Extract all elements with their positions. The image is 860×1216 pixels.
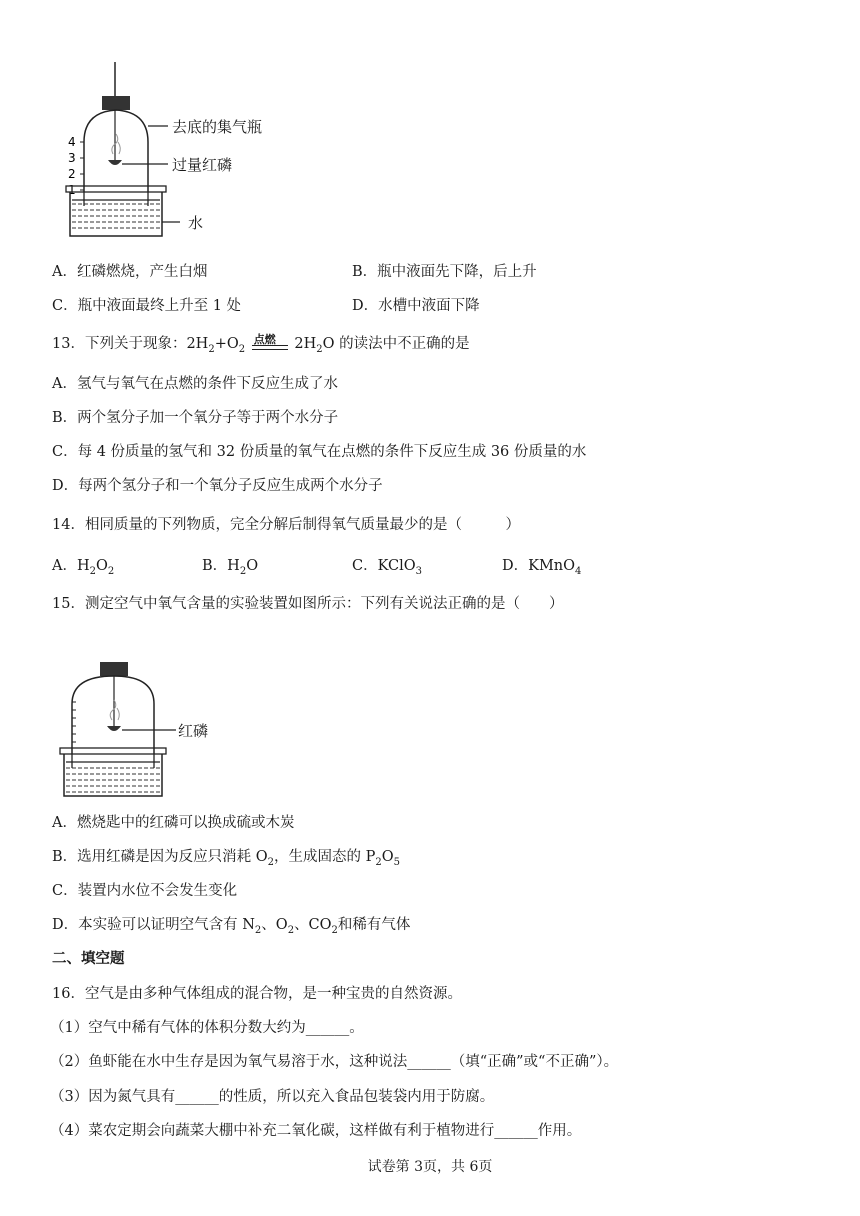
q15-d-post: 和稀有气体 bbox=[337, 917, 411, 933]
q15-d-sub1: 2 bbox=[254, 924, 262, 936]
label-bottomless-bottle: 去底的集气瓶 bbox=[172, 118, 263, 136]
q14-a-pre: A．H bbox=[52, 558, 90, 574]
q13-stem bbox=[52, 334, 470, 360]
q13-stem-part3: 2H bbox=[289, 336, 317, 352]
q16-part-3: （3）因为氮气具有______的性质，所以充入食品包装袋内用于防腐。 bbox=[50, 1089, 495, 1105]
label-red-phosphorus: 红磷 bbox=[178, 722, 209, 740]
q15-option-b bbox=[52, 847, 400, 873]
page-footer: 试卷第 3页，共 6页 bbox=[367, 1159, 493, 1175]
q15-d-sub3: 2 bbox=[331, 924, 338, 936]
label-excess-red-phosphorus: 过量红磷 bbox=[172, 156, 233, 174]
q15-b-sub3: 5 bbox=[393, 856, 401, 868]
q15-b-sub2: 2 bbox=[375, 856, 382, 868]
q14-d-pre: D．KMnO bbox=[502, 558, 576, 574]
q13-stem-part1: 13．下列关于现象：2H bbox=[52, 336, 209, 352]
q14-option-d bbox=[502, 556, 581, 582]
q16-stem: 16．空气是由多种气体组成的混合物，是一种宝贵的自然资源。 bbox=[52, 986, 462, 1002]
label-water: 水 bbox=[188, 214, 204, 232]
scale-1: 1 bbox=[68, 183, 76, 197]
q14-b-post: O bbox=[246, 558, 259, 574]
q12-option-d: D．水槽中液面下降 bbox=[352, 298, 480, 314]
q15-d-sub2: 2 bbox=[287, 924, 295, 936]
q15-d-mid2: 、CO bbox=[294, 917, 332, 933]
q13-option-b: B．两个氢分子加一个氧分子等于两个水分子 bbox=[52, 410, 339, 426]
q13-sub-3: 2 bbox=[316, 343, 323, 355]
q12-option-c: C．瓶中液面最终上升至 1 处 bbox=[52, 298, 242, 314]
q13-sub-1: 2 bbox=[208, 343, 215, 355]
q14-b-sub: 2 bbox=[239, 565, 247, 577]
q14-option-c bbox=[352, 556, 422, 582]
q14-c-pre: C．KClO bbox=[352, 558, 416, 574]
reaction-condition-mark bbox=[250, 334, 290, 354]
q13-stem-part2: +O bbox=[214, 336, 239, 352]
figure-apparatus-1 bbox=[60, 62, 300, 247]
q15-option-a: A．燃烧匙中的红磷可以换成硫或木炭 bbox=[52, 815, 295, 831]
q12-option-a: A．红磷燃烧，产生白烟 bbox=[52, 264, 208, 280]
q12-option-b: B．瓶中液面先下降，后上升 bbox=[352, 264, 537, 280]
q14-c-sub: 3 bbox=[415, 565, 423, 577]
q15-d-mid1: 、O bbox=[261, 917, 288, 933]
q13-option-c: C．每 4 份质量的氢气和 32 份质量的氧气在点燃的条件下反应生成 36 份质量的水 bbox=[52, 444, 587, 460]
q16-part-4: （4）菜农定期会向蔬菜大棚中补充二氧化碳，这样做有利于植物进行______作用。 bbox=[50, 1123, 582, 1139]
q14-b-pre: B．H bbox=[202, 558, 240, 574]
q15-b-mid: ，生成固态的 P bbox=[274, 849, 376, 865]
q16-part-2: （2）鱼虾能在水中生存是因为氧气易溶于水，这种说法______（填“正确”或“不正确”）。 bbox=[50, 1054, 619, 1070]
q15-stem: 15．测定空气中氧气含量的实验装置如图所示：下列有关说法正确的是（ ） bbox=[52, 596, 564, 612]
q14-d-sub: 4 bbox=[575, 565, 582, 577]
q14-a-sub1: 2 bbox=[89, 565, 96, 577]
scale-4: 4 bbox=[68, 135, 76, 149]
q14-a-mid: O bbox=[96, 558, 108, 574]
q14-option-b bbox=[202, 556, 258, 582]
q14-a-sub2: 2 bbox=[107, 565, 115, 577]
section-heading-fill-in: 二、填空题 bbox=[52, 951, 125, 967]
scale-2: 2 bbox=[68, 167, 76, 181]
q15-b-sub1: 2 bbox=[267, 856, 275, 868]
scale-3: 3 bbox=[68, 151, 76, 165]
q14-option-a bbox=[52, 556, 114, 582]
condition-text: 点燃 bbox=[253, 333, 276, 346]
q13-sub-2: 2 bbox=[238, 343, 246, 355]
q16-part-1: （1）空气中稀有气体的体积分数大约为______。 bbox=[50, 1020, 364, 1036]
figure-apparatus-2 bbox=[56, 658, 256, 803]
q14-stem: 14．相同质量的下列物质，完全分解后制得氧气质量最少的是（ ） bbox=[52, 517, 520, 533]
q13-stem-part4: O 的读法中不正确的是 bbox=[322, 336, 470, 352]
q15-b-pre: B．选用红磷是因为反应只消耗 O bbox=[52, 849, 268, 865]
q13-option-a: A．氢气与氧气在点燃的条件下反应生成了水 bbox=[52, 376, 338, 392]
apparatus-drawing-2 bbox=[56, 658, 256, 803]
q13-option-d: D．每两个氢分子和一个氧分子反应生成两个水分子 bbox=[52, 478, 383, 494]
q15-option-d bbox=[52, 915, 410, 941]
q15-b-mid2: O bbox=[381, 849, 394, 865]
q15-d-pre: D．本实验可以证明空气含有 N bbox=[52, 917, 255, 933]
q15-option-c: C．装置内水位不会发生变化 bbox=[52, 883, 238, 899]
